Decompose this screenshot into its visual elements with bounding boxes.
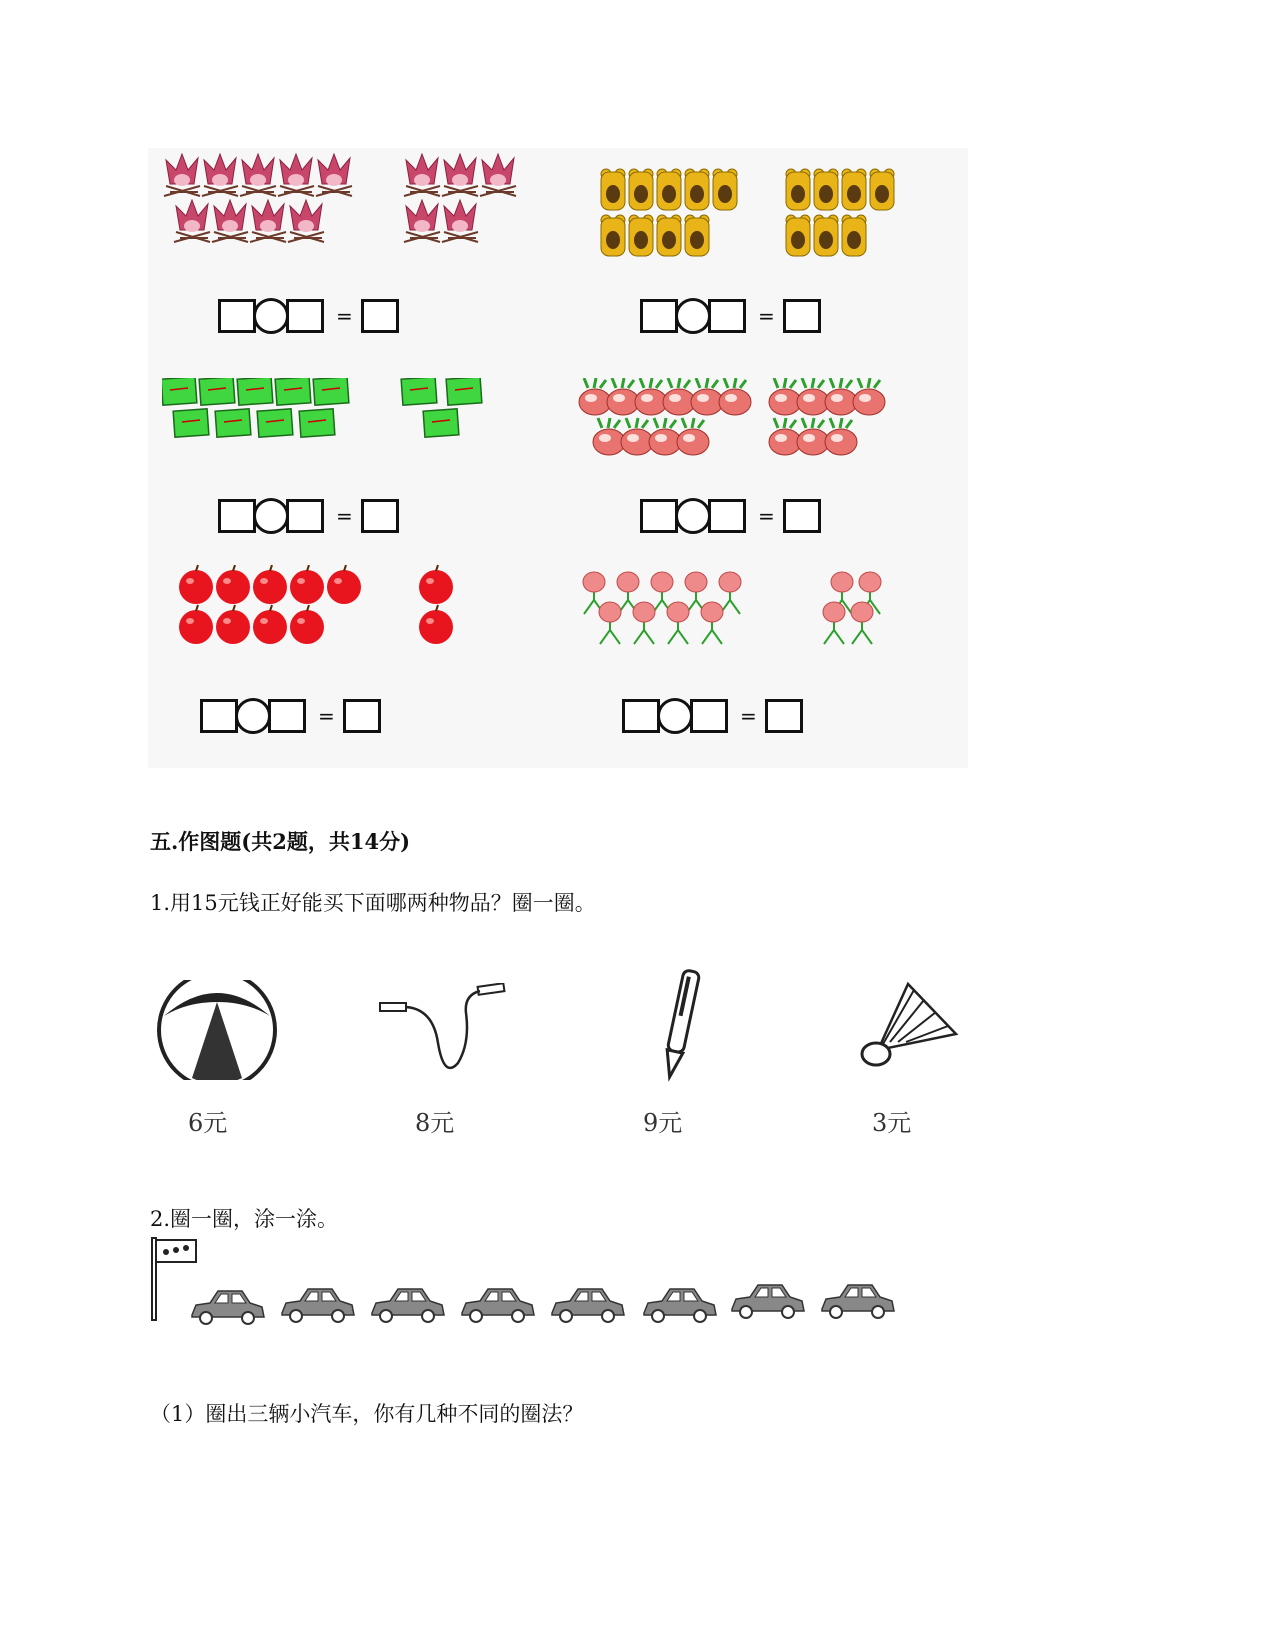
book-icon — [257, 409, 293, 437]
result-box[interactable] — [765, 699, 803, 733]
result-box[interactable] — [343, 699, 381, 733]
apple-icon — [327, 565, 361, 604]
apple-icon — [419, 605, 453, 644]
bear-icon — [685, 169, 709, 210]
operator-circle[interactable] — [675, 298, 711, 334]
car-icon[interactable] — [732, 1285, 804, 1318]
equation-books — [218, 498, 399, 534]
ball-icon[interactable] — [152, 980, 282, 1080]
flower-icon — [202, 154, 238, 196]
radish-icon — [621, 418, 653, 455]
flower-icon — [240, 154, 276, 196]
operator-circle[interactable] — [657, 698, 693, 734]
radish-icon — [593, 418, 625, 455]
shuttlecock-icon[interactable] — [858, 980, 968, 1070]
flower-icon — [442, 200, 478, 242]
answer-box[interactable] — [218, 499, 256, 533]
answer-box[interactable] — [690, 699, 728, 733]
apple-icon — [290, 565, 324, 604]
book-icon — [173, 409, 209, 437]
flower-icon — [278, 154, 314, 196]
flower-icon — [288, 200, 324, 242]
tulip-icon — [851, 602, 873, 644]
pen-icon[interactable] — [650, 968, 710, 1088]
books-group — [162, 378, 502, 450]
section-heading: 五.作图题(共2题，共14分) — [150, 829, 411, 854]
bears-group — [600, 168, 910, 272]
flower-icon — [404, 154, 440, 196]
bear-icon — [842, 215, 866, 256]
equals-sign: = — [758, 504, 775, 528]
radish-icon — [579, 378, 611, 415]
apple-icon — [216, 605, 250, 644]
answer-box[interactable] — [200, 699, 238, 733]
bear-icon — [601, 169, 625, 210]
apple-icon — [290, 605, 324, 644]
operator-circle[interactable] — [675, 498, 711, 534]
radish-icon — [607, 378, 639, 415]
car-icon[interactable] — [282, 1289, 354, 1322]
bear-icon — [814, 215, 838, 256]
radish-icon — [825, 378, 857, 415]
radish-icon — [797, 378, 829, 415]
bear-icon — [629, 169, 653, 210]
car-icon[interactable] — [552, 1289, 624, 1322]
flower-icon — [164, 154, 200, 196]
bear-icon — [629, 215, 653, 256]
radishes-group — [578, 378, 918, 470]
car-icon[interactable] — [462, 1289, 534, 1322]
equals-sign: = — [758, 304, 775, 328]
bear-icon — [713, 169, 737, 210]
operator-circle[interactable] — [235, 698, 271, 734]
radish-icon — [797, 418, 829, 455]
equation-apples — [200, 698, 381, 734]
tulip-icon — [667, 602, 689, 644]
operator-circle[interactable] — [253, 298, 289, 334]
price-label: 6元 — [188, 1109, 228, 1137]
answer-box[interactable] — [286, 499, 324, 533]
apple-icon — [419, 565, 453, 604]
book-icon — [446, 378, 482, 405]
tulip-icon — [823, 602, 845, 644]
answer-box[interactable] — [640, 499, 678, 533]
flower-icon — [404, 200, 440, 242]
result-box[interactable] — [361, 499, 399, 533]
book-icon — [215, 409, 251, 437]
apple-icon — [216, 565, 250, 604]
cars-row — [152, 1277, 912, 1341]
result-box[interactable] — [783, 499, 821, 533]
tulip-icon — [633, 602, 655, 644]
price-label: 8元 — [415, 1109, 455, 1137]
sub-question-1: （1）圈出三辆小汽车，你有几种不同的圈法？ — [150, 1402, 584, 1426]
equation-bears — [640, 298, 821, 334]
answer-box[interactable] — [708, 299, 746, 333]
equals-sign: = — [318, 704, 335, 728]
question-1: 1.用15元钱正好能买下面哪两种物品？圈一圈。 — [150, 891, 596, 915]
flower-icon — [250, 200, 286, 242]
equals-sign: = — [740, 704, 757, 728]
result-box[interactable] — [361, 299, 399, 333]
book-icon — [423, 409, 459, 437]
flower-icon — [480, 154, 516, 196]
book-icon — [162, 378, 197, 405]
apple-icon — [253, 605, 287, 644]
equation-tulips — [622, 698, 803, 734]
book-icon — [275, 378, 311, 405]
apple-icon — [179, 565, 213, 604]
radish-icon — [677, 418, 709, 455]
book-icon — [313, 378, 349, 405]
car-icon[interactable] — [822, 1285, 894, 1318]
radish-icon — [769, 418, 801, 455]
book-icon — [199, 378, 235, 405]
radish-icon — [635, 378, 667, 415]
jump-rope-icon[interactable] — [378, 983, 518, 1083]
bear-icon — [657, 215, 681, 256]
equals-sign: = — [336, 304, 353, 328]
price-label: 9元 — [643, 1109, 683, 1137]
radish-icon — [663, 378, 695, 415]
equation-radishes — [640, 498, 821, 534]
flowers-group — [160, 150, 530, 250]
price-label: 3元 — [872, 1109, 912, 1137]
tulip-icon — [701, 602, 723, 644]
question-2: 2.圈一圈，涂一涂。 — [150, 1207, 339, 1231]
radish-icon — [719, 378, 751, 415]
car-icon[interactable] — [372, 1289, 444, 1322]
radish-icon — [853, 378, 885, 415]
result-box[interactable] — [783, 299, 821, 333]
answer-box[interactable] — [218, 299, 256, 333]
flower-icon — [174, 200, 210, 242]
book-icon — [299, 409, 335, 437]
answer-box[interactable] — [268, 699, 306, 733]
book-icon — [401, 378, 437, 405]
answer-box[interactable] — [640, 299, 678, 333]
flower-icon — [316, 154, 352, 196]
bear-icon — [814, 169, 838, 210]
bear-icon — [657, 169, 681, 210]
apple-icon — [179, 605, 213, 644]
bear-icon — [786, 215, 810, 256]
radish-icon — [825, 418, 857, 455]
tulip-icon — [599, 602, 621, 644]
apples-group — [178, 565, 488, 655]
bear-icon — [842, 169, 866, 210]
equation-flowers — [218, 298, 399, 334]
bear-icon — [870, 169, 894, 210]
flower-icon — [212, 200, 248, 242]
bear-icon — [685, 215, 709, 256]
flower-icon — [442, 154, 478, 196]
book-icon — [237, 378, 273, 405]
equals-sign: = — [336, 504, 353, 528]
car-icon[interactable] — [644, 1289, 716, 1322]
bear-icon — [601, 215, 625, 256]
car-icon[interactable] — [192, 1291, 264, 1324]
operator-circle[interactable] — [253, 498, 289, 534]
apple-icon — [253, 565, 287, 604]
radish-icon — [691, 378, 723, 415]
answer-box[interactable] — [622, 699, 660, 733]
radish-icon — [649, 418, 681, 455]
bear-icon — [786, 169, 810, 210]
tulips-group — [580, 570, 920, 652]
answer-box[interactable] — [286, 299, 324, 333]
answer-box[interactable] — [708, 499, 746, 533]
radish-icon — [769, 378, 801, 415]
